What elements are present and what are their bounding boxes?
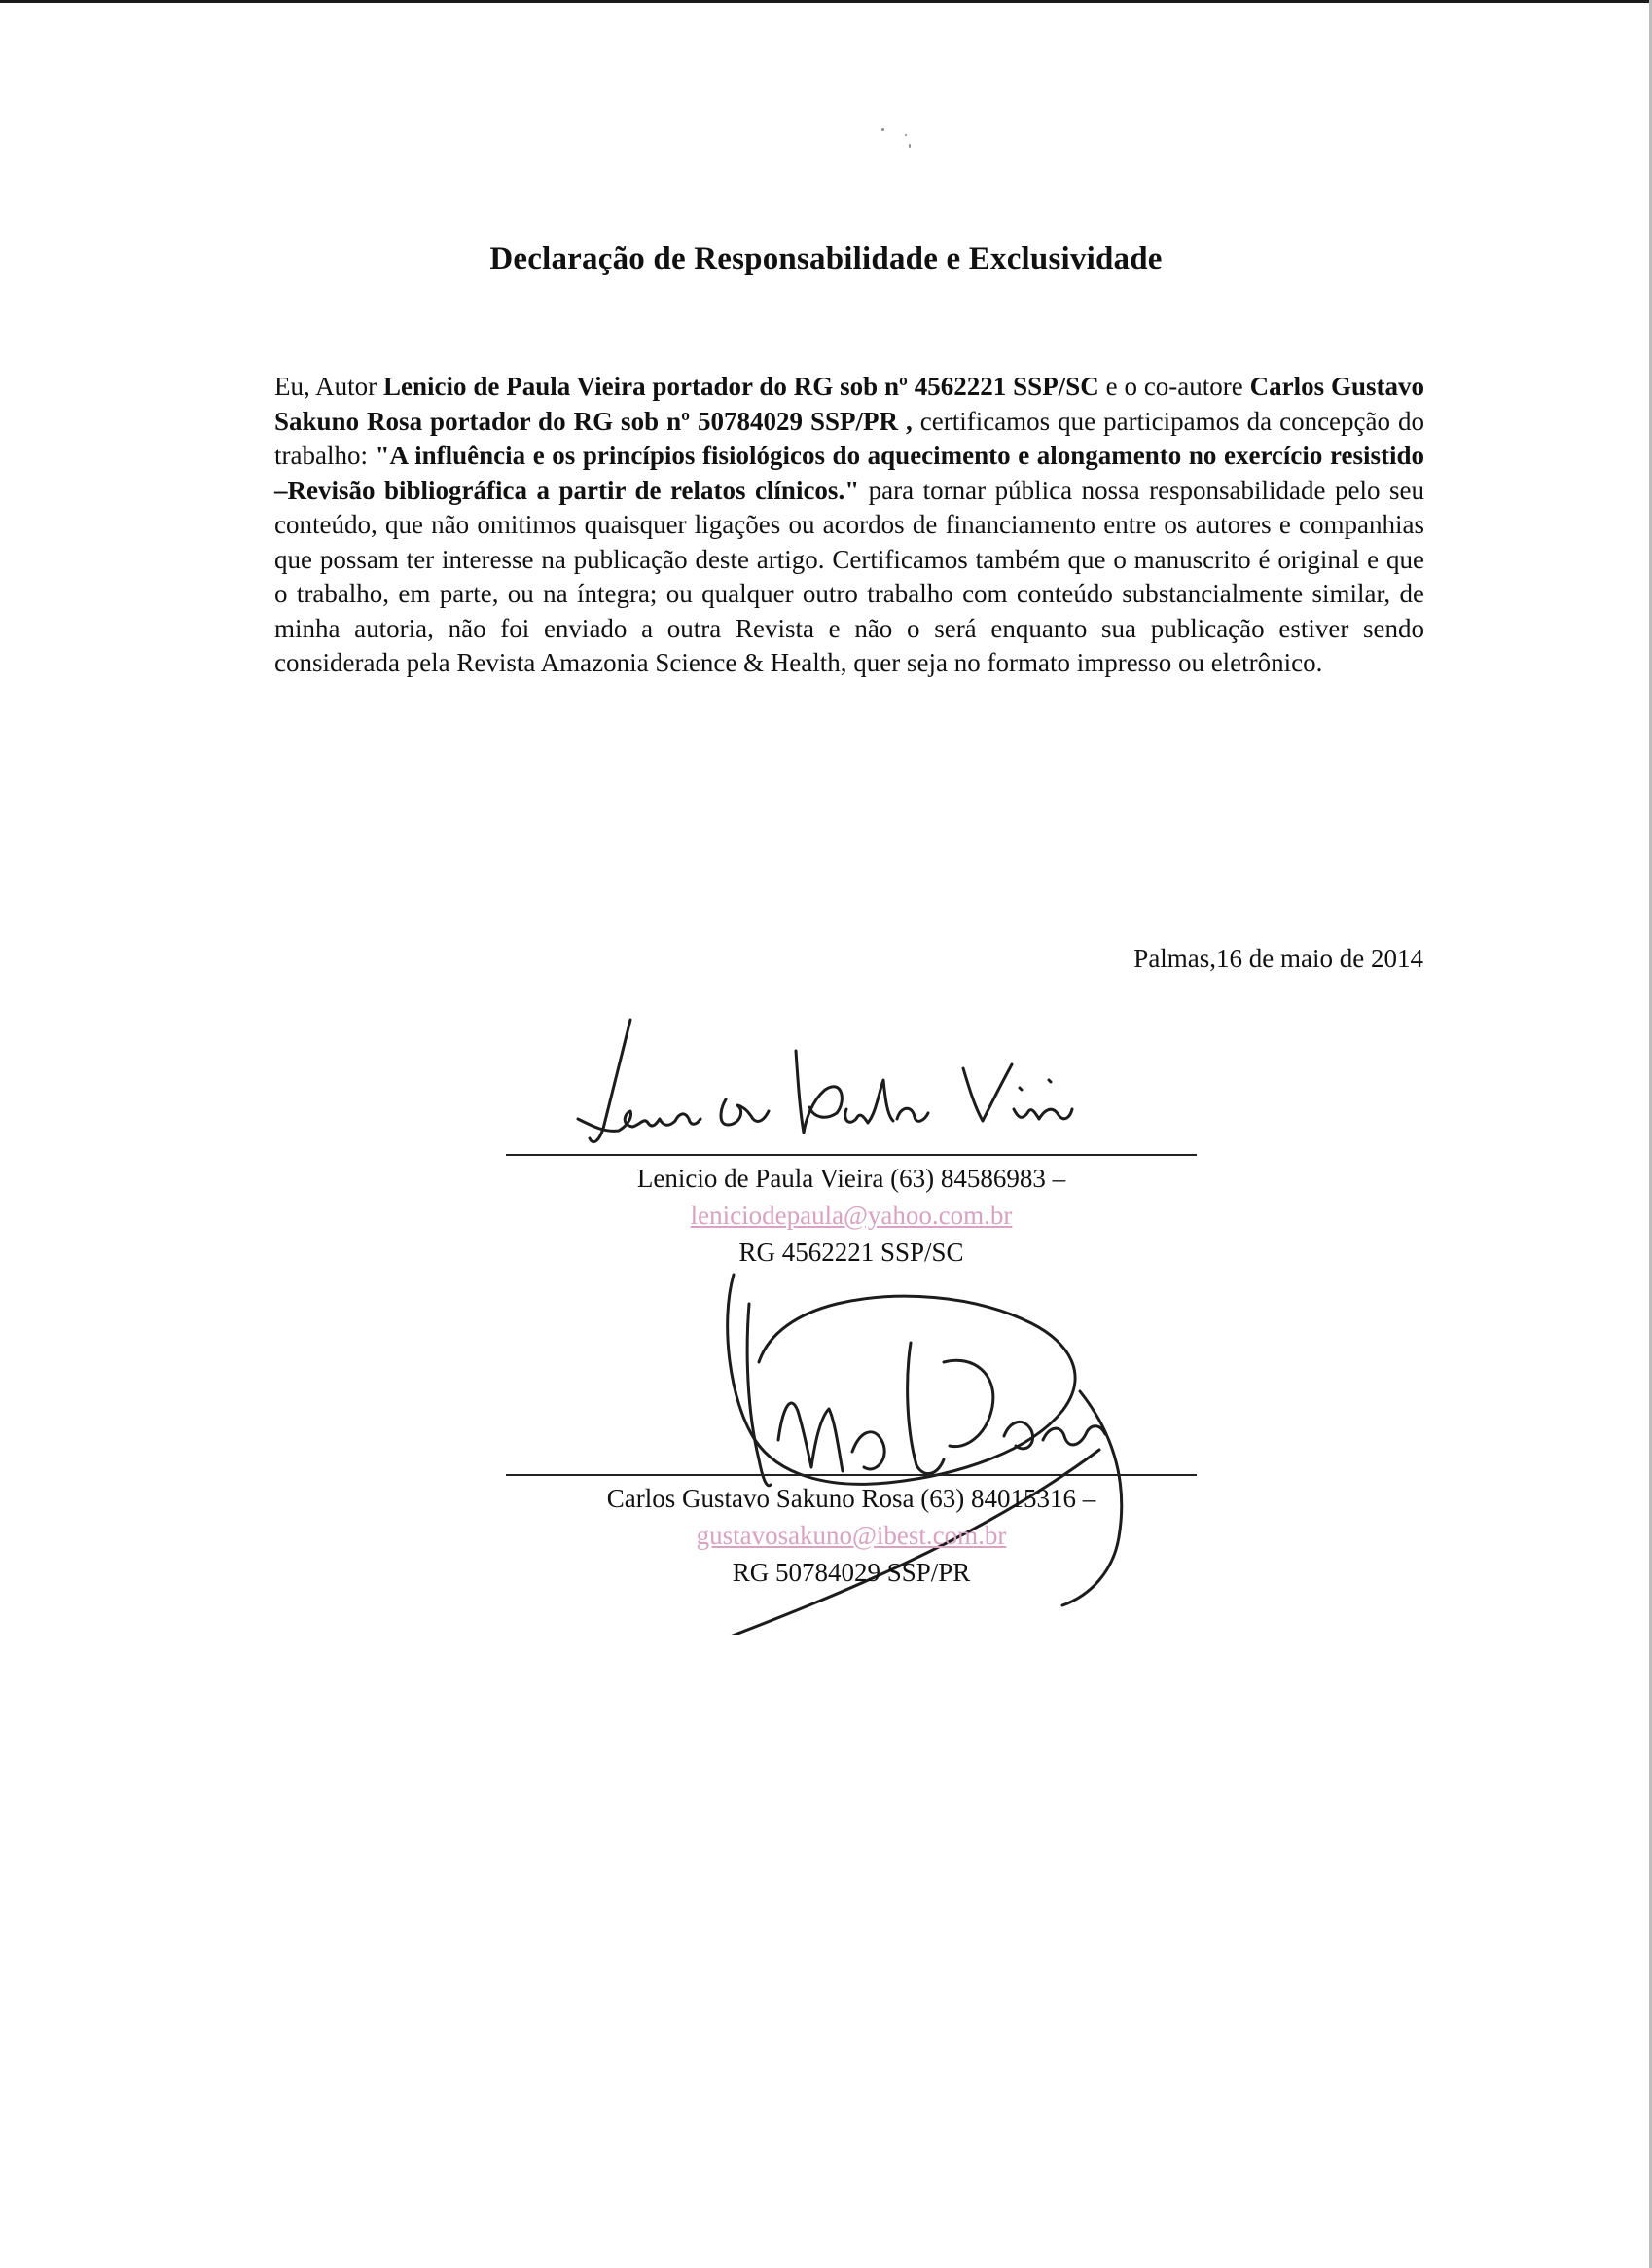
signature-line-1 <box>506 1154 1197 1156</box>
document-title: Declaração de Responsabilidade e Exclusividade <box>489 241 1163 276</box>
body-text-segment: para tornar pública nossa responsabilidade pelo seu conteúdo, que não omitimos quaisquer ligações ou acordos de financiamento entre os autores e companhias que possam ter interesse na publicação deste artigo. Certificamos também que o manuscrito é original e que o trabalho, em parte, ou na íntegra; ou qualquer outro trabalho com conteúdo substancialmente similar, de minha autoria, não foi enviado a outra Revista e não o será enquanto sua publicação estiver sendo considerada pela Revista Amazonia Science & Health, quer seja no formato impresso ou eletrônico. <box>274 475 1424 677</box>
declaration-body <box>274 370 1424 681</box>
signatory-name-phone: Lenicio de Paula Vieira (63) 84586983 – <box>636 1164 1066 1193</box>
signature-block-2 <box>506 1480 1197 1591</box>
scan-speck <box>905 134 907 136</box>
place-and-date: Palmas,16 de maio de 2014 <box>1133 944 1423 973</box>
scan-speck <box>881 128 884 131</box>
signature-line-2 <box>506 1474 1197 1476</box>
coauthor-identification: Carlos Gustavo Sakuno Rosa portador do RG sob nº 50784029 SSP/PR , <box>274 372 1425 436</box>
signatory-rg: RG 4562221 SSP/SC <box>738 1238 964 1267</box>
scan-edge-top <box>0 0 1652 3</box>
scan-speck <box>909 144 911 148</box>
work-title: "A influência e os princípios fisiológicos do aquecimento e alongamento no exercício resistido –Revisão bibliográfica a partir de relatos clínicos." <box>274 441 1424 505</box>
handwritten-signature-1 <box>555 1012 1158 1168</box>
body-text-segment: Eu, Autor <box>274 372 383 401</box>
body-text-segment: certificamos que participamos da concepção do trabalho: <box>274 406 1425 470</box>
signatory-rg: RG 50784029 SSP/PR <box>732 1558 971 1587</box>
author-identification: Lenicio de Paula Vieira portador do RG sob nº 4562221 SSP/SC <box>383 372 1099 401</box>
body-text-segment: e o co-autore <box>1098 372 1250 401</box>
signatory-email: gustavosakuno@ibest.com.br <box>696 1521 1007 1550</box>
signatory-name-phone: Carlos Gustavo Sakuno Rosa (63) 84015316 – <box>606 1484 1096 1513</box>
signatory-email: leniciodepaula@yahoo.com.br <box>690 1201 1013 1230</box>
